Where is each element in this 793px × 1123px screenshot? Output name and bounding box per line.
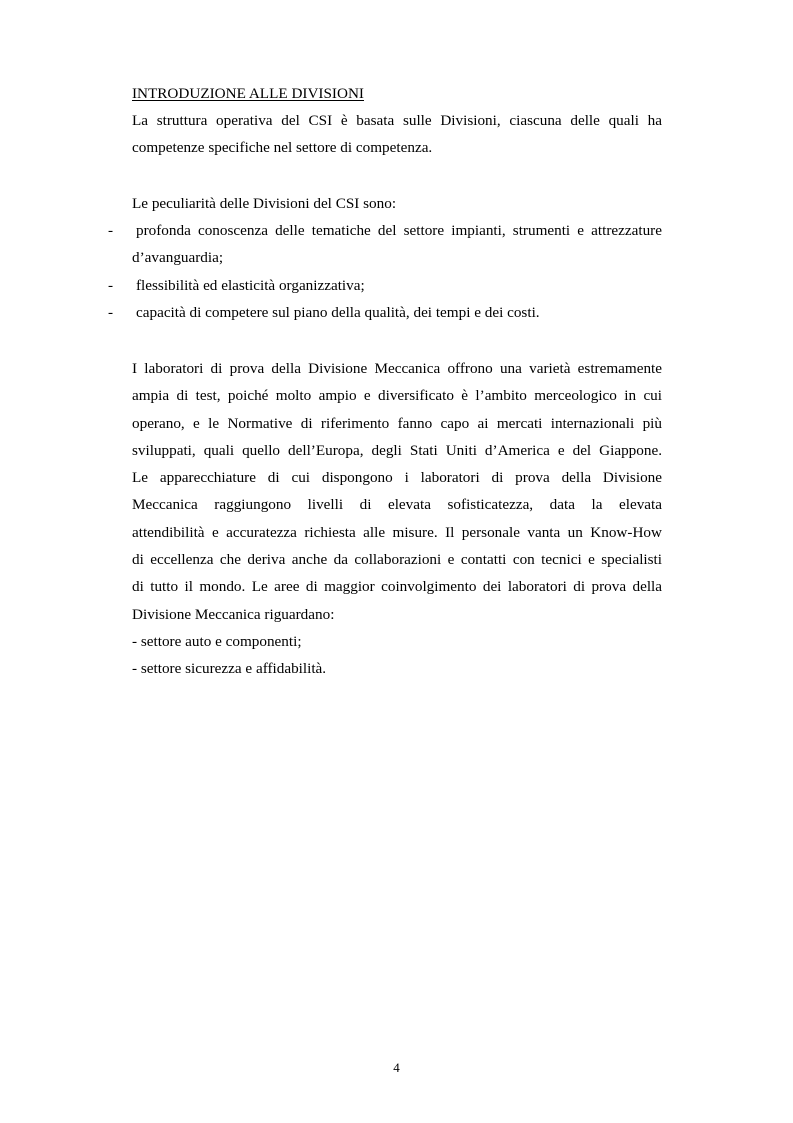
peculiarities-list bbox=[0, 217, 793, 326]
peculiarities-lead: Le peculiarità delle Divisioni del CSI sono: bbox=[132, 195, 397, 212]
list-item-text: flessibilità ed elasticità organizzativa; bbox=[136, 276, 365, 294]
body-line: sviluppati, quali quello dell’Europa, degli Stati Uniti d’America e del Giappone. bbox=[132, 441, 662, 459]
area-item: - settore auto e componenti; bbox=[132, 632, 302, 650]
intro-line: competenze specifiche nel settore di competenza. bbox=[132, 139, 433, 157]
bullet-dash: - bbox=[108, 276, 114, 294]
bullet-dash: - bbox=[108, 222, 114, 239]
list-item bbox=[0, 299, 793, 326]
list-item bbox=[0, 217, 793, 272]
body-paragraph bbox=[132, 355, 662, 683]
intro-line: La struttura operativa del CSI è basata sulle Divisioni, ciascuna delle quali ha bbox=[132, 112, 662, 129]
list-item-text: d’avanguardia; bbox=[132, 249, 224, 267]
list-item bbox=[0, 272, 793, 299]
body-line: I laboratori di prova della Divisione Meccanica offrono una varietà estremamente bbox=[132, 360, 662, 377]
list-item-text: capacità di competere sul piano della qualità, dei tempi e dei costi. bbox=[136, 303, 540, 321]
body-line: Divisione Meccanica riguardano: bbox=[132, 605, 335, 623]
body-line: operano, e le Normative di riferimento fanno capo ai mercati internazionali più bbox=[132, 414, 662, 432]
body-line: Le apparecchiature di cui dispongono i laboratori di prova della Divisione bbox=[132, 469, 662, 487]
body-line: di eccellenza che deriva anche da collaborazioni e contatti con tecnici e specialisti bbox=[132, 551, 662, 569]
list-item-text: profonda conoscenza delle tematiche del settore impianti, strumenti e attrezzature bbox=[136, 222, 662, 239]
area-item: - settore sicurezza e affidabilità. bbox=[132, 660, 327, 678]
page-number: 4 bbox=[393, 1060, 400, 1075]
bullet-dash: - bbox=[108, 303, 114, 321]
intro-paragraph bbox=[132, 107, 662, 162]
body-line: attendibilità e accuratezza richiesta alle misure. Il personale vanta un Know-How bbox=[132, 523, 662, 541]
body-line: di tutto il mondo. Le aree di maggior coinvolgimento dei laboratori di prova della bbox=[132, 578, 662, 596]
body-line: ampia di test, poiché molto ampio e diversificato è l’ambito merceologico in cui bbox=[132, 387, 662, 405]
body-line: Meccanica raggiungono livelli di elevata sofisticatezza, data la elevata bbox=[132, 496, 662, 514]
section-heading: INTRODUZIONE ALLE DIVISIONI bbox=[132, 85, 364, 102]
